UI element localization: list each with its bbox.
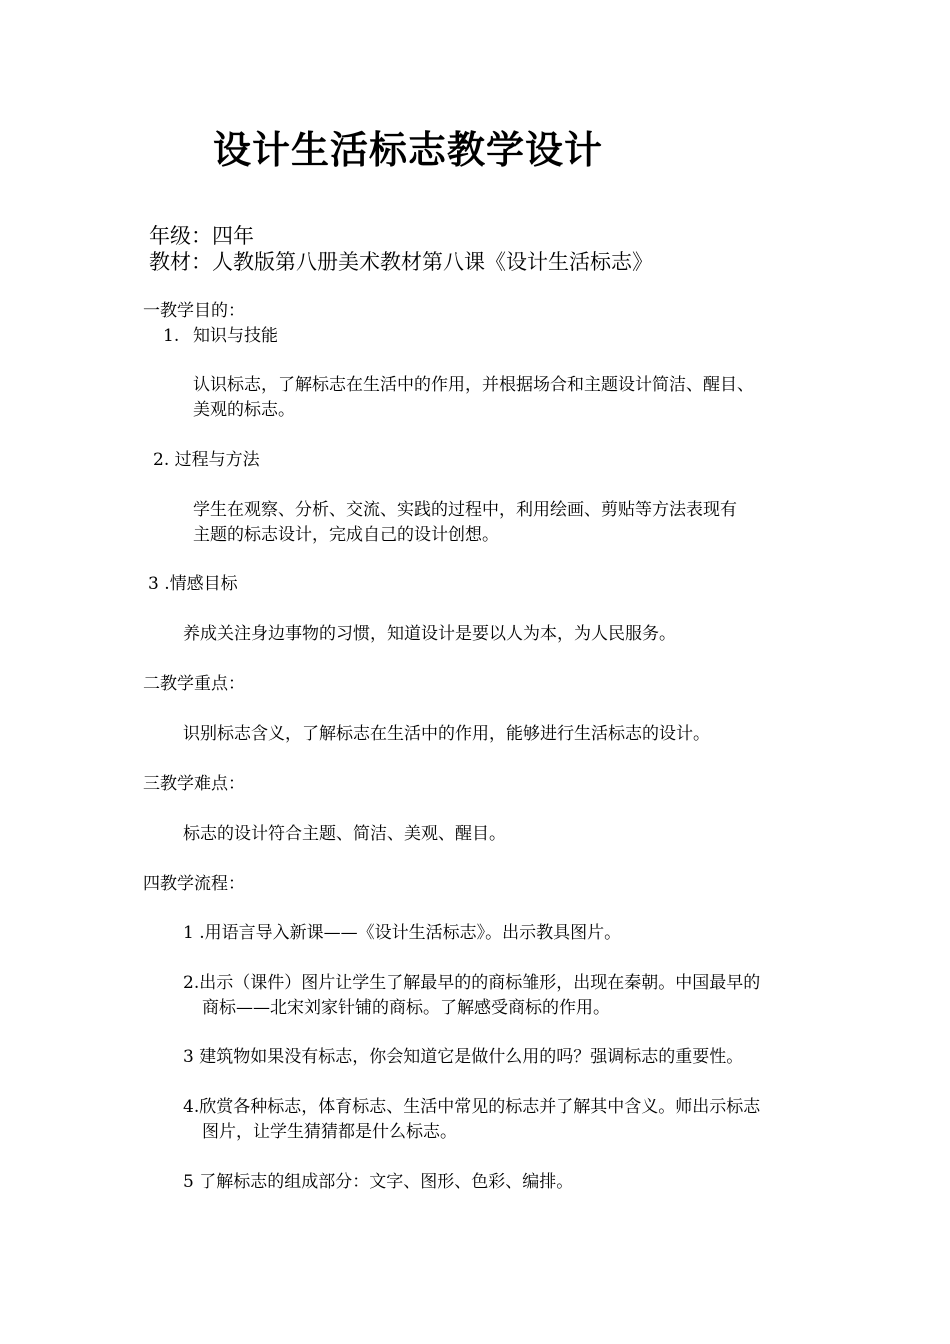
section4-step4-line2: 图片，让学生猜猜都是什么标志。 (202, 1122, 457, 1142)
section1-item1-text-line1: 认识标志，了解标志在生活中的作用，并根据场合和主题设计简洁、醒目、 (193, 375, 754, 395)
section3-heading: 三教学难点： (143, 774, 245, 794)
document-title: 设计生活标志教学设计 (213, 127, 604, 172)
section1-item3-label: 3 .情感目标 (148, 574, 238, 594)
section2-text: 识别标志含义，了解标志在生活中的作用，能够进行生活标志的设计。 (183, 724, 710, 744)
section4-heading: 四教学流程： (143, 874, 245, 894)
section1-item2-text-line1: 学生在观察、分析、交流、实践的过程中，利用绘画、剪贴等方法表现有 (193, 500, 737, 520)
section2-heading: 二教学重点： (143, 674, 245, 694)
grade-line: 年级：四年 (149, 224, 254, 248)
section1-item2-text-line2: 主题的标志设计，完成自己的设计创想。 (193, 525, 499, 545)
textbook-line: 教材：人教版第八册美术教材第八课《设计生活标志》 (149, 250, 653, 274)
section4-step1: 1 .用语言导入新课——《设计生活标志》。出示教具图片。 (183, 923, 622, 943)
section1-item2-label: 2. 过程与方法 (153, 450, 260, 470)
section1-heading: 一教学目的： (143, 301, 245, 321)
section1-item3-text: 养成关注身边事物的习惯，知道设计是要以人为本，为人民服务。 (183, 624, 676, 644)
section4-step5: 5 了解标志的组成部分：文字、图形、色彩、编排。 (183, 1172, 574, 1192)
section4-step2-line1: 2.出示（课件）图片让学生了解最早的的商标雏形，出现在秦朝。中国最早的 (183, 973, 761, 993)
section4-step4-line1: 4.欣赏各种标志，体育标志、生活中常见的标志并了解其中含义。师出示标志 (183, 1097, 761, 1117)
section1-item1-number: 1. (163, 326, 180, 346)
section4-step3: 3 建筑物如果没有标志，你会知道它是做什么用的吗？强调标志的重要性。 (183, 1047, 744, 1067)
section1-item1-text-line2: 美观的标志。 (193, 400, 295, 420)
section3-text: 标志的设计符合主题、简洁、美观、醒目。 (183, 824, 506, 844)
section1-item1-label: 知识与技能 (193, 326, 278, 346)
section4-step2-line2: 商标——北宋刘家针铺的商标。了解感受商标的作用。 (202, 998, 610, 1018)
